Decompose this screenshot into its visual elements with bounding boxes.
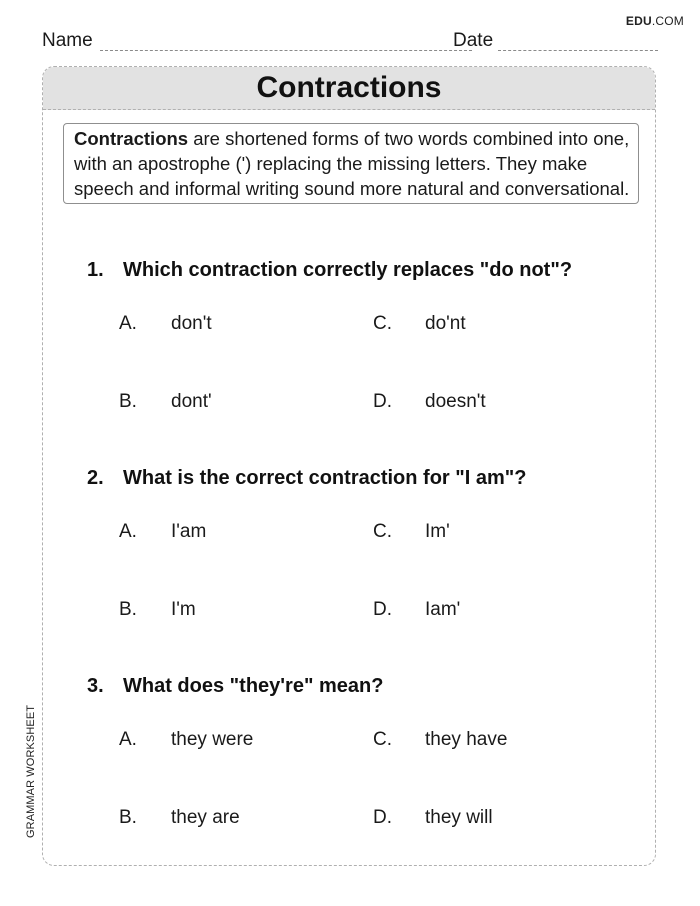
brand-logo xyxy=(626,14,684,28)
option-2b[interactable] xyxy=(119,599,196,621)
option-letter: B. xyxy=(119,807,137,828)
side-label: GRAMMAR WORKSHEET xyxy=(25,704,37,838)
page-title: Contractions xyxy=(256,71,442,104)
option-letter: D. xyxy=(373,807,392,828)
question-number: 1. xyxy=(87,259,104,281)
option-1c[interactable] xyxy=(373,313,466,335)
question-number: 2. xyxy=(87,467,104,489)
option-letter: A. xyxy=(119,521,137,542)
question-3 xyxy=(87,675,383,698)
option-letter: B. xyxy=(119,391,137,412)
date-label: Date xyxy=(453,30,494,51)
option-letter: D. xyxy=(373,391,392,412)
brand-bold: EDU xyxy=(625,14,652,28)
option-letter: C. xyxy=(373,313,392,334)
option-2c[interactable] xyxy=(373,521,450,543)
name-date-row xyxy=(42,30,658,54)
option-text: don't xyxy=(171,313,212,334)
option-3c[interactable] xyxy=(373,729,507,751)
date-line[interactable] xyxy=(498,50,658,51)
option-2a[interactable] xyxy=(119,521,206,543)
question-text: What is the correct contraction for "I am"? xyxy=(123,467,527,489)
brand-rest: .COM xyxy=(651,14,684,28)
question-2 xyxy=(87,467,526,490)
option-letter: C. xyxy=(373,521,392,542)
option-1b[interactable] xyxy=(119,391,212,413)
option-text: Im' xyxy=(425,521,450,542)
option-letter: A. xyxy=(119,313,137,334)
option-text: they have xyxy=(425,729,508,750)
option-letter: C. xyxy=(373,729,392,750)
option-text: dont' xyxy=(171,391,212,412)
name-label: Name xyxy=(42,30,93,51)
option-text: I'am xyxy=(171,521,207,542)
title-bar xyxy=(43,67,655,110)
option-text: they are xyxy=(171,807,240,828)
option-text: they will xyxy=(425,807,493,828)
option-letter: A. xyxy=(119,729,137,750)
option-3b[interactable] xyxy=(119,807,240,829)
name-line[interactable] xyxy=(100,50,472,51)
intro-text: are shortened forms of two words combined into one, with an apostrophe (') replacing the missing letters. They make speech and informal writing sound more natural and conversational. xyxy=(74,128,630,199)
question-text: Which contraction correctly replaces "do not"? xyxy=(123,259,573,281)
option-text: doesn't xyxy=(425,391,486,412)
option-1a[interactable] xyxy=(119,313,212,335)
option-letter: B. xyxy=(119,599,137,620)
option-1d[interactable] xyxy=(373,391,486,413)
option-3a[interactable] xyxy=(119,729,253,751)
option-text: I'm xyxy=(171,599,196,620)
option-text: they were xyxy=(171,729,254,750)
option-text: do'nt xyxy=(425,313,466,334)
option-letter: D. xyxy=(373,599,392,620)
intro-term: Contractions xyxy=(74,128,189,149)
intro-box xyxy=(63,123,639,204)
option-3d[interactable] xyxy=(373,807,493,829)
option-text: Iam' xyxy=(425,599,461,620)
worksheet-card xyxy=(42,66,656,866)
question-1 xyxy=(87,259,572,282)
question-text: What does "they're" mean? xyxy=(123,675,384,697)
question-number: 3. xyxy=(87,675,104,697)
option-2d[interactable] xyxy=(373,599,460,621)
